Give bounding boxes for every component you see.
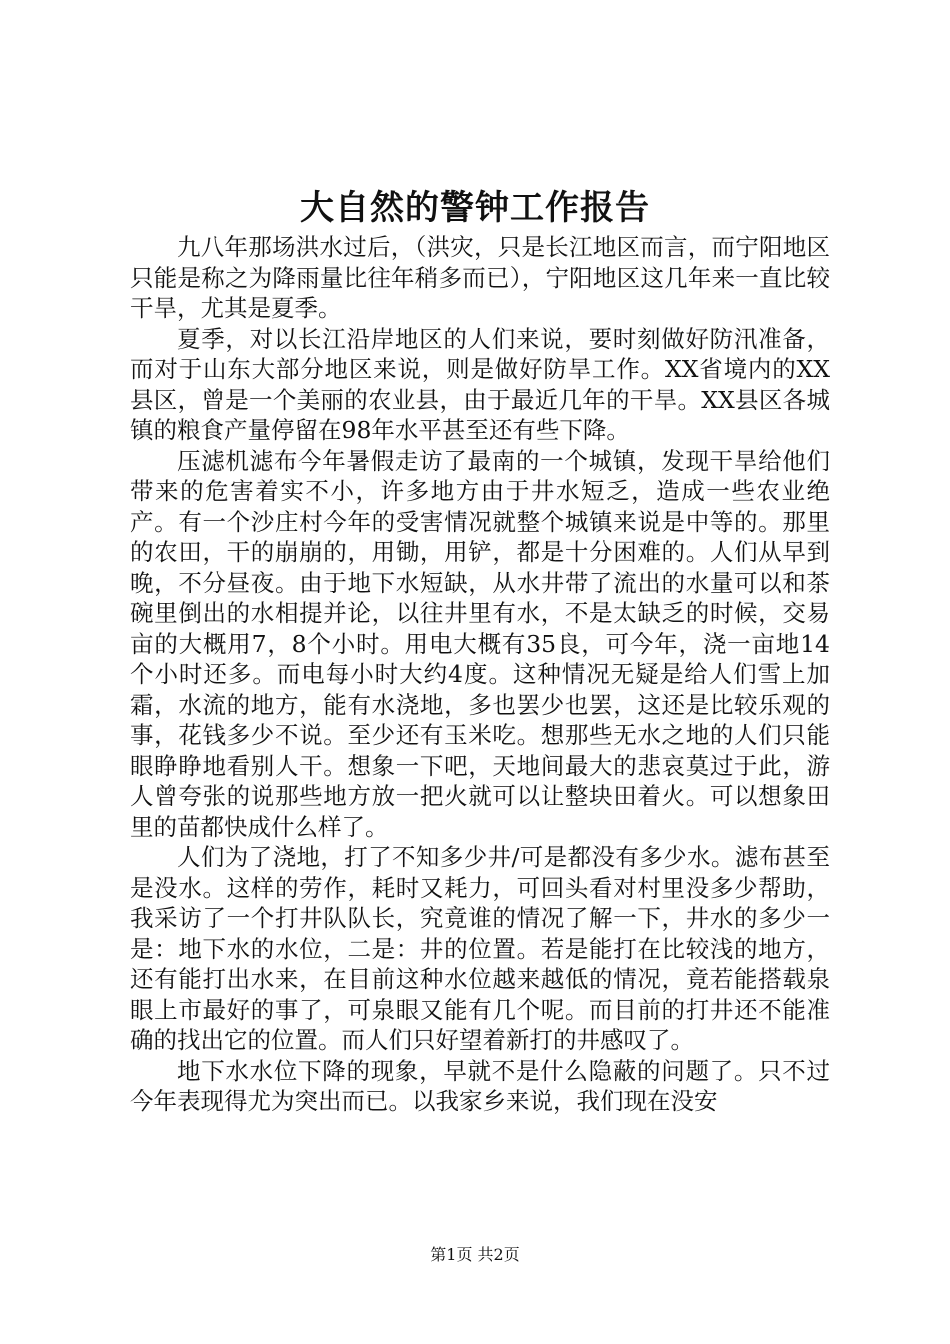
document-title: 大自然的警钟工作报告 xyxy=(300,188,650,228)
page-number-footer: 第1页 共2页 xyxy=(430,1245,520,1264)
document-body xyxy=(130,232,830,1117)
paragraph-4: 人们为了浇地，打了不知多少井/可是都没有多少水。滤布甚至是没水。这样的劳作，耗时又耗力，可回头看对村里没多少帮助，我采访了一个打井队队长，究竟谁的情况了解一下，井水的多少一是：地下水的水位，二是：井的位置。若是能打在比较浅的地方，还有能打出水来，在目前这种水位越来越低的情况，竟若能搭载泉眼上市最好的事了，可泉眼又能有几个呢。而目前的打井还不能准确的找出它的位置。而人们只好望着新打的井感叹了。 xyxy=(130,843,830,1054)
paragraph-5: 地下水水位下降的现象，早就不是什么隐蔽的问题了。只不过今年表现得尤为突出而已。以我家乡来说，我们现在没安 xyxy=(130,1056,830,1115)
paragraph-3: 压滤机滤布今年暑假走访了最南的一个城镇，发现干旱给他们带来的危害着实不小，许多地方由于井水短乏，造成一些农业绝产。有一个沙庄村今年的受害情况就整个城镇来说是中等的。那里的农田，干的崩崩的，用锄，用铲，都是十分困难的。人们从早到晚，不分昼夜。由于地下水短缺，从水井带了流出的水量可以和茶碗里倒出的水相提并论，以往井里有水，不是太缺乏的时候，交易亩的大概用7，8个小时。用电大概有35良，可今年，浇一亩地14个小时还多。而电每小时大约4度。这种情况无疑是给人们雪上加霜，水流的地方，能有水浇地，多也罢少也罢，这还是比较乐观的事，花钱多少不说。至少还有玉米吃。想那些无水之地的人们只能眼睁睁地看别人干。想象一下吧，天地间最大的悲哀莫过于此，游人曾夸张的说那些地方放一把火就可以让整块田着火。可以想象田里的苗都快成什么样了。 xyxy=(130,446,830,841)
paragraph-1: 九八年那场洪水过后，（洪灾，只是长江地区而言，而宁阳地区只能是称之为降雨量比往年稍多而已），宁阳地区这几年来一直比较干旱，尤其是夏季。 xyxy=(130,233,830,322)
paragraph-2: 夏季，对以长江沿岸地区的人们来说，要时刻做好防汛准备，而对于山东大部分地区来说，则是做好防旱工作。XX省境内的XX县区，曾是一个美丽的农业县，由于最近几年的干旱。XX县区各城镇的粮食产量停留在98年水平甚至还有些下降。 xyxy=(130,324,830,444)
